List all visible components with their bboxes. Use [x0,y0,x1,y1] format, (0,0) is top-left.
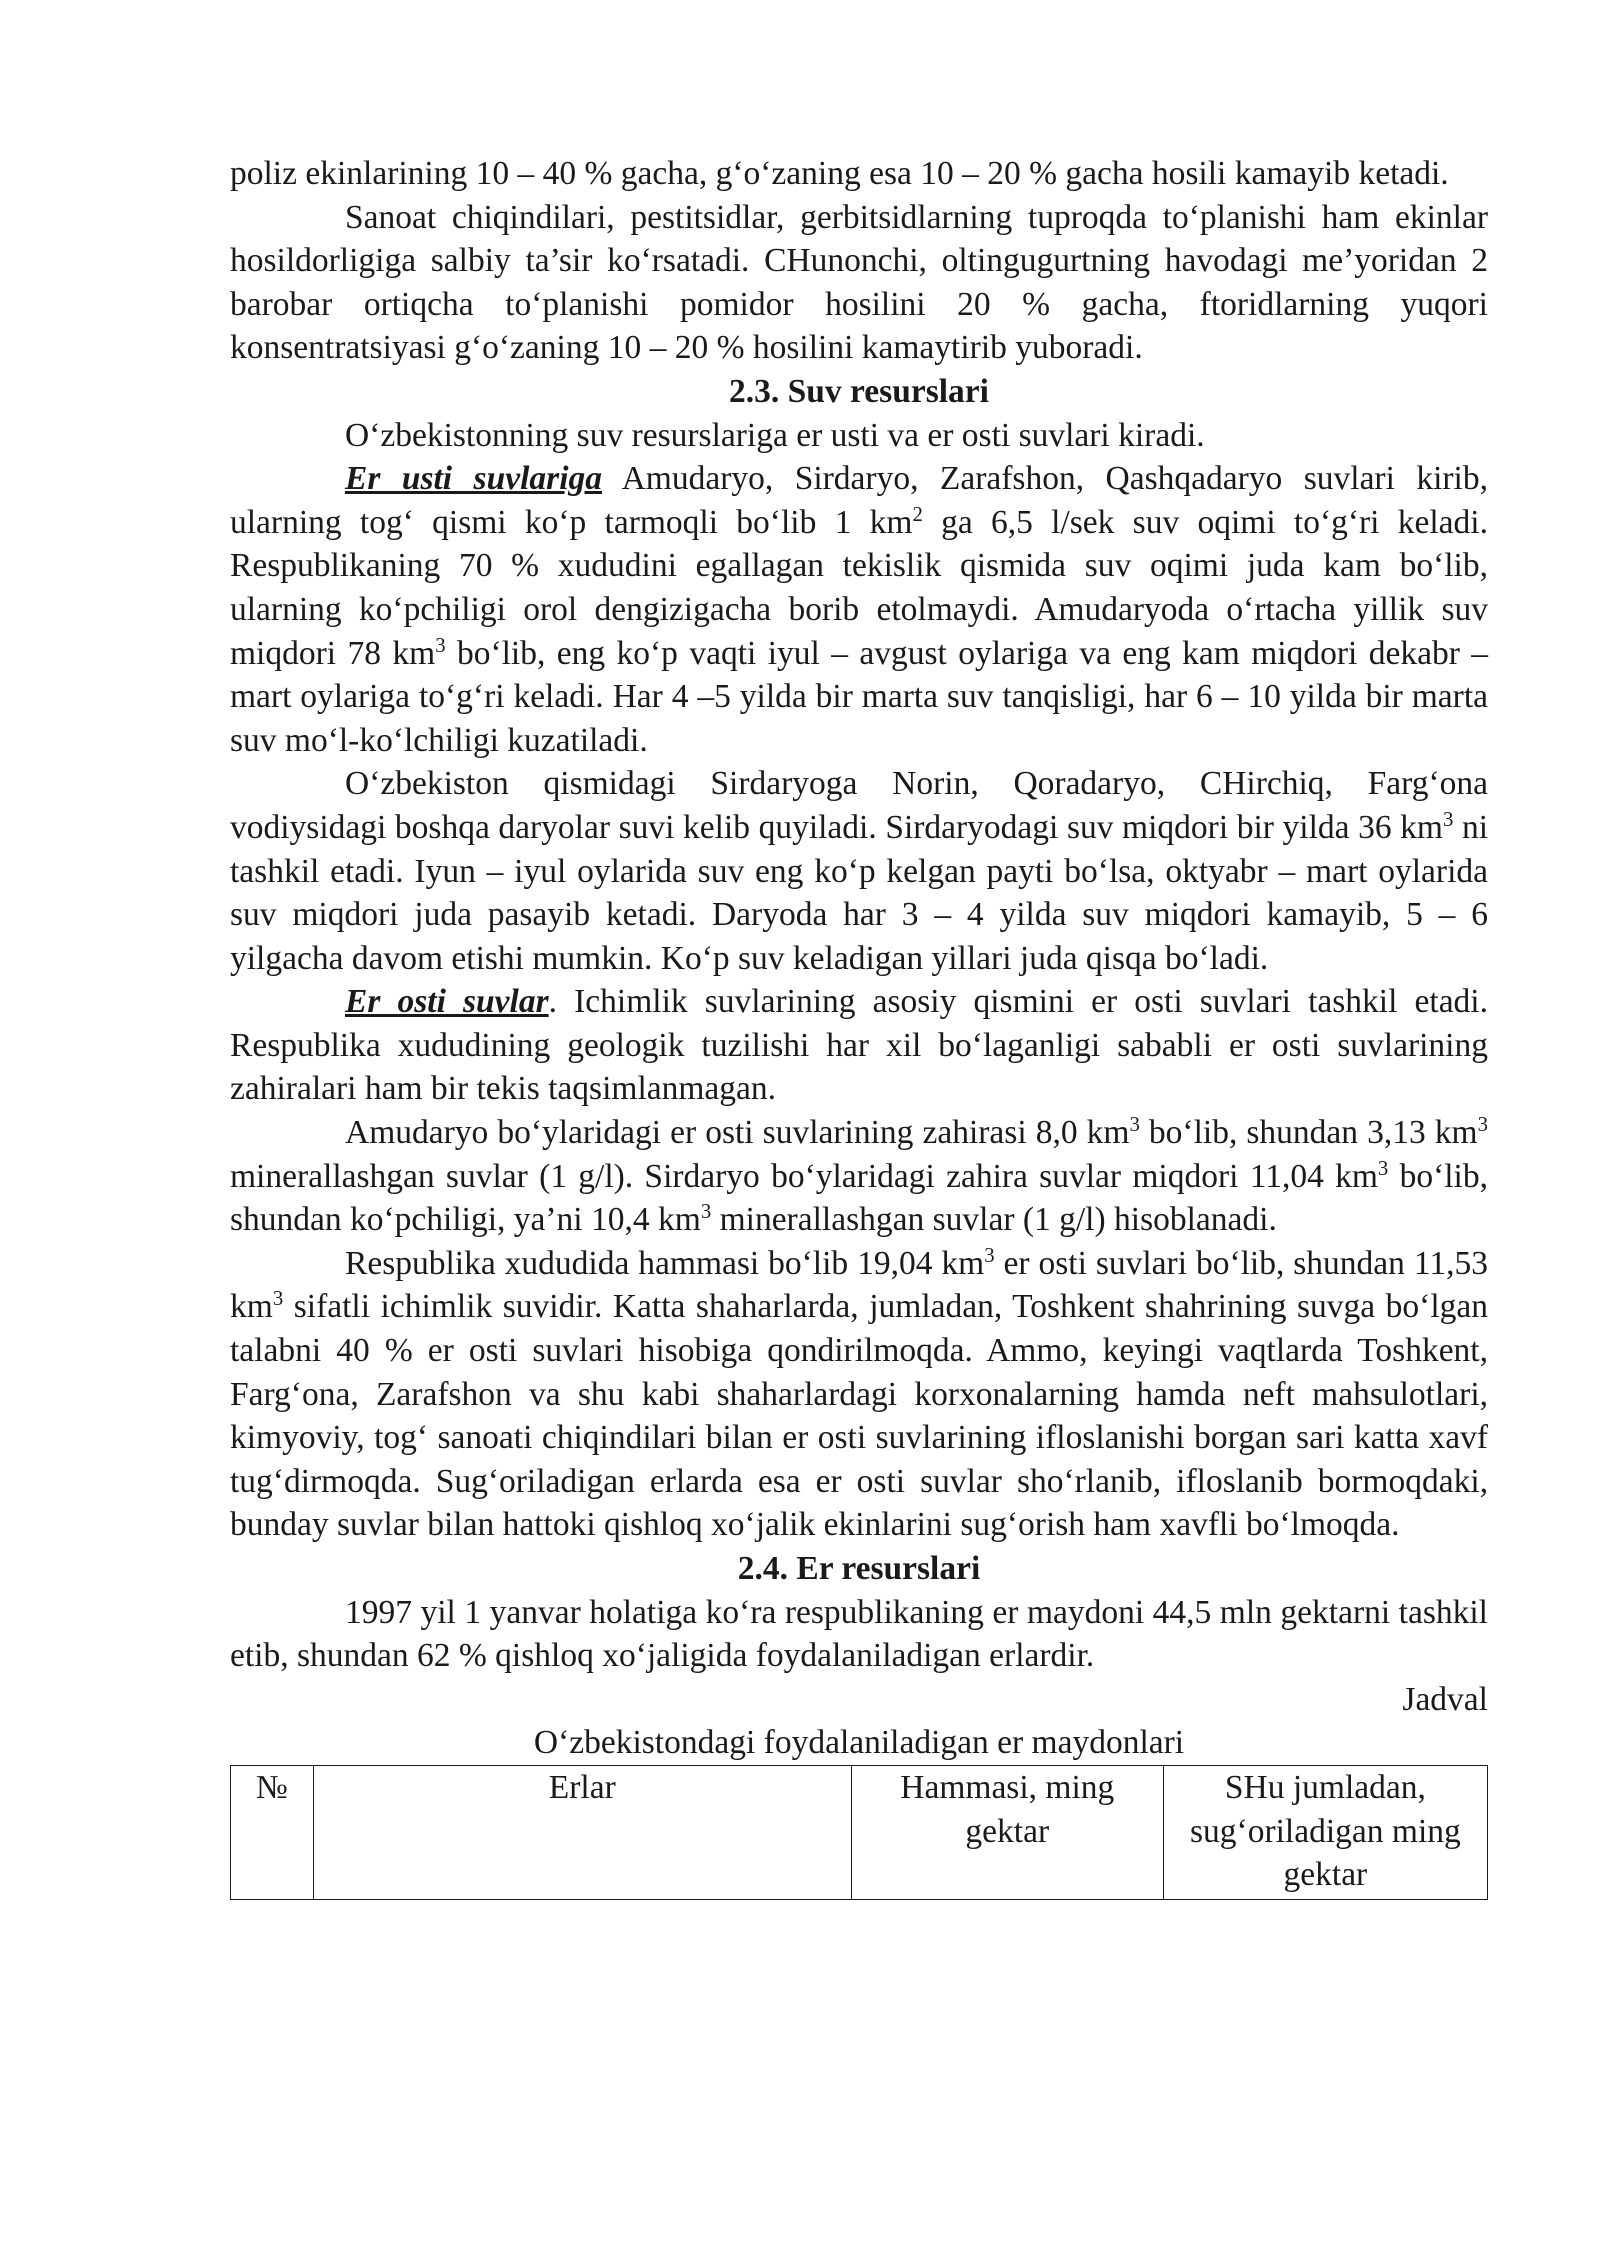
header-irrigated: SHu jumladan, sug‘oriladigan ming gektar [1163,1765,1487,1899]
table-header-row [231,1765,1488,1899]
text-fragment: ni tashkil etadi. Iyun – iyul oylarida suv eng ko‘p kelgan payti bo‘lsa, oktyabr – mart oylarida suv miqdori juda pasayib ketadi. Daryoda har 3 – 4 yilda suv miqdori kamayib, 5 – 6 yilgacha davom etishi mumkin. Ko‘p suv keladigan yillari juda qisqa bo‘ladi. [230,808,1488,977]
text-fragment: Amudaryo bo‘ylaridagi er osti suvlarining zahirasi 8,0 km [345,1114,1130,1152]
term-surface-water: Er usti suvlariga [345,460,603,498]
paragraph-land-area: 1997 yil 1 yanvar holatiga ko‘ra respublikaning er maydoni 44,5 mln gektarni tashkil etib, shundan 62 % qishloq xo‘jaligida foydalaniladigan erlardir. [230,1593,1488,1675]
superscript: 3 [435,633,446,657]
text-fragment: . Ichimlik suvlarining asosiy qismini er osti suvlari tashkil etadi. Respublika xududining geologik tuzilishi har xil bo‘laganligi sababli er osti suvlarining zahiralari ham bir tekis taqsimlanmagan. [230,983,1488,1108]
superscript: 3 [1442,807,1454,831]
text-fragment: bo‘lib, shundan ko‘pchiligi, ya’ni 10,4 km [230,1157,1488,1239]
superscript: 3 [984,1243,995,1267]
header-total: Hammasi, ming gektar [851,1765,1163,1899]
paragraph-reserves [230,1111,1488,1242]
section-heading-water: 2.3. Suv resurslari [729,372,989,410]
land-table [230,1765,1488,1900]
text-fragment: ga 6,5 l/sek suv oqimi to‘g‘ri keladi. Respublikaning 70 % xududini egallagan tekislik qismida suv oqimi juda kam bo‘lib, ularning ko‘pchiligi orol dengizigacha borib etolmaydi. Amudaryoda o‘rtacha yillik suv miqdori 78 km [230,503,1488,672]
text-fragment: O‘zbekiston qismidagi Sirdaryoga Norin, Qoradaryo, CHirchiq, Farg‘ona vodiysidagi boshqa daryolar suvi kelib quyiladi. Sirdaryodagi suv miqdori bir yilda 36 km [230,765,1488,846]
paragraph-surface-water [230,457,1488,762]
section-heading-land: 2.4. Er resurslari [737,1550,981,1587]
header-number: № [231,1765,314,1899]
text-fragment: minerallashgan suvlar (1 g/l) hisoblanadi. [711,1201,1277,1239]
table-label: Jadval [1402,1680,1488,1718]
paragraph-republic-ground-water [230,1242,1488,1547]
text-fragment: sifatli ichimlik suvidir. Katta shaharlarda, jumladan, Toshkent shahrining suvga bo‘lgan talabni 40 % er osti suvlari hisobiga qondirilmoqda. Ammo, keyingi vaqtlarda Toshkent, Farg‘ona, Zarafshon va shu kabi shaharlardagi korxonalarning hamda neft mahsulotlari, kimyoviy, tog‘ sanoati chiqindilari bilan er osti suvlarining ifloslanishi borgan sari katta xavf tug‘dirmoqda. Sug‘oriladigan erlarda esa er osti suvlar sho‘rlanib, ifloslanib bormoqdaki, bunday suvlar bilan hattoki qishloq xo‘jalik ekinlarini sug‘orish ham xavfli bo‘lmoqda. [230,1288,1488,1544]
table-title: O‘zbekistondagi foydalaniladigan er maydonlari [533,1724,1185,1762]
paragraph-syrdarya [230,762,1488,980]
text-fragment: Respublika xududida hammasi bo‘lib 19,04 km [345,1244,985,1282]
paragraph-water-intro: O‘zbekistonning suv resurslariga er usti va er osti suvlari kiradi. [345,416,1205,454]
superscript: 3 [1129,1112,1140,1136]
term-ground-water: Er osti suvlar [345,983,549,1021]
document-page [230,152,1488,1900]
paragraph-ground-water [230,980,1488,1111]
superscript: 2 [912,502,923,526]
paragraph-poliz: poliz ekinlarining 10 – 40 % gacha, g‘o‘zaning esa 10 – 20 % gacha hosili kamayib ketadi. [230,155,1449,192]
text-fragment: minerallashgan suvlar (1 g/l). Sirdaryo bo‘ylaridagi zahira suvlar miqdori 11,04 km [230,1157,1378,1195]
superscript: 3 [272,1287,284,1311]
text-fragment: bo‘lib, shundan 3,13 km [1139,1114,1478,1152]
text-fragment: Amudaryo, Sirdaryo, Zarafshon, Qashqadaryo suvlari kirib, ularning tog‘ qismi ko‘p tarmoqli bo‘lib 1 km [230,460,1488,541]
superscript: 3 [700,1200,712,1224]
text-fragment: er osti suvlari bo‘lib, shundan 11,53 km [230,1244,1488,1326]
superscript: 3 [1377,1156,1389,1180]
header-lands: Erlar [313,1765,851,1899]
superscript: 3 [1477,1112,1488,1136]
text-fragment: bo‘lib, eng ko‘p vaqti iyul – avgust oylariga va eng kam miqdori dekabr – mart oylariga to‘g‘ri keladi. Har 4 –5 yilda bir marta suv tanqisligi, har 6 – 10 yilda bir marta suv mo‘l-ko‘lchiligi kuzatiladi. [230,634,1488,759]
paragraph-industrial-waste: Sanoat chiqindilari, pestitsidlar, gerbitsidlarning tuproqda to‘planishi ham ekinlar hosildorligiga salbiy ta’sir ko‘rsatadi. CHunonchi, oltingugurtning havodagi me’yoridan 2 barobar ortiqcha to‘planishi pomidor hosilini 20 % gacha, ftoridlarning yuqori konsentratsiyasi g‘o‘zaning 10 – 20 % hosilini kamaytirib yuboradi. [230,198,1488,367]
